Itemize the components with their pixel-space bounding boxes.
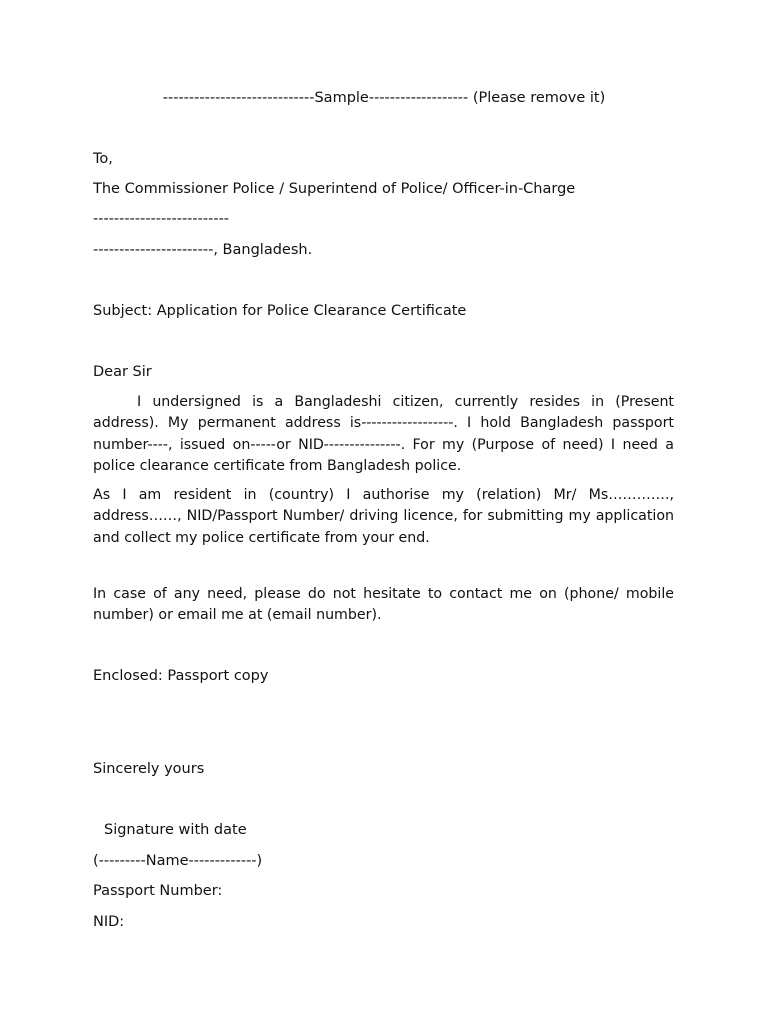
passport-number-line: Passport Number: (93, 883, 223, 899)
body-paragraph-2: As I am resident in (country) I authorise my (relation) Mr/ Ms…………., address……, NID/Passport Number/ driving licence, for submitting my application and collect my police certificate from your end. (93, 487, 674, 546)
body-paragraph-3: In case of any need, please do not hesitate to contact me on (phone/ mobile number) or email me at (email number). (93, 586, 674, 624)
salutation: Dear Sir (93, 364, 152, 380)
address-line-2: -----------------------, Bangladesh. (93, 242, 313, 258)
subject-line: Subject: Application for Police Clearance Certificate (93, 303, 467, 319)
address-line-1: -------------------------- (93, 211, 230, 227)
signature-line: Signature with date (104, 822, 247, 838)
body-paragraph-1: I undersigned is a Bangladeshi citizen, currently resides in (Present address). My permanent address is------------------. I hold Bangladesh passport number----, issued on-----or NID---------------. For my (Purpose of need) I need a police clearance certificate from Bangladesh police. (93, 394, 674, 474)
nid-line: NID: (93, 914, 125, 930)
closing-line: Sincerely yours (93, 761, 205, 777)
recipient-line: The Commissioner Police / Superintend of Police/ Officer-in-Charge (93, 181, 576, 197)
sample-note: -----------------------------Sample------------------- (Please remove it) (162, 90, 606, 106)
to-line: To, (93, 151, 113, 167)
enclosed-line: Enclosed: Passport copy (93, 668, 269, 684)
name-line: (---------Name-------------) (93, 853, 263, 869)
